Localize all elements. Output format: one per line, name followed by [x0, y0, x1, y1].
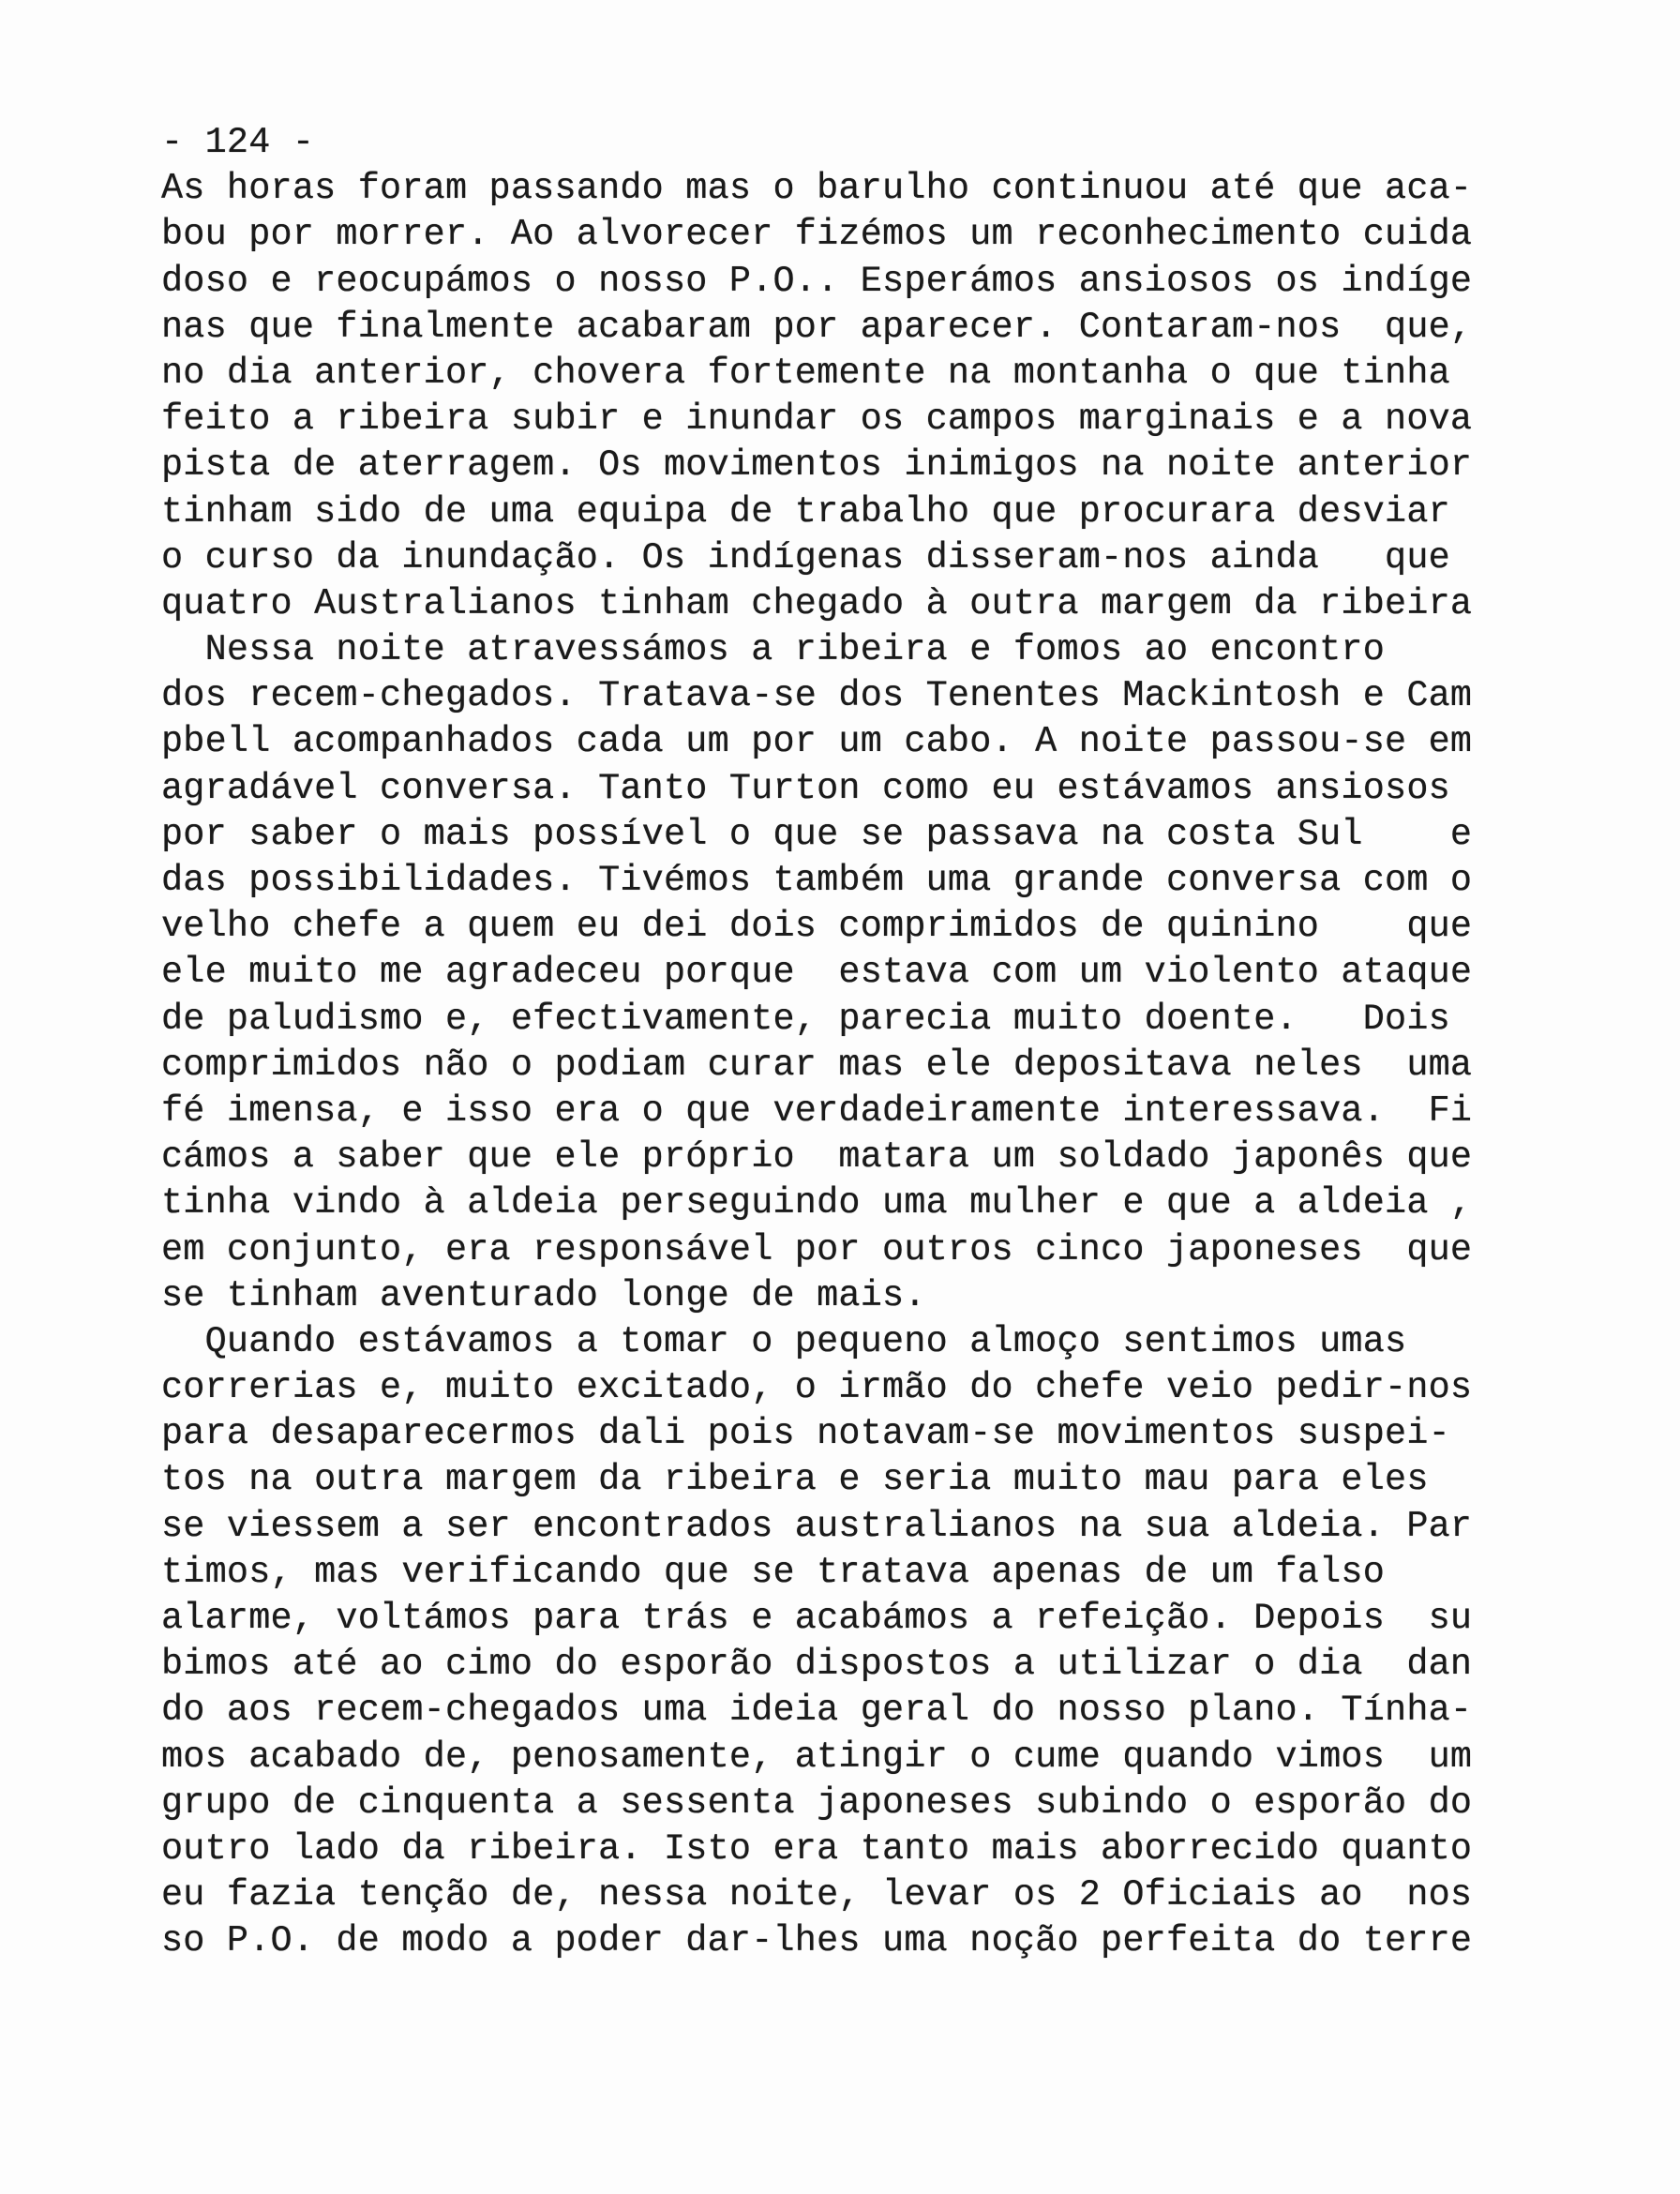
text-line: doso e reocupámos o nosso P.O.. Esperámos ansiosos os indíge [161, 260, 1473, 302]
text-line: fé imensa, e isso era o que verdadeiramente interessava. Fi [161, 1089, 1473, 1132]
text-line: Nessa noite atravessámos a ribeira e fomos ao encontro [161, 629, 1386, 671]
text-line: outro lado da ribeira. Isto era tanto mais aborrecido quanto [161, 1827, 1473, 1870]
text-line: bimos até ao cimo do esporão dispostos a utilizar o dia dan [161, 1644, 1473, 1686]
paragraph-1 [161, 166, 1577, 627]
text-line: bou por morrer. Ao alvorecer fizémos um reconhecimento cuida [161, 214, 1473, 256]
text-line: grupo de cinquenta a sessenta japoneses subindo o esporão do [161, 1781, 1473, 1824]
text-line: agradável conversa. Tanto Turton como eu estávamos ansiosos [161, 767, 1450, 809]
typescript-body [161, 120, 1577, 1965]
paragraph-3 [161, 1319, 1577, 1965]
text-line: quatro Australianos tinham chegado à outra margem da ribeira [161, 582, 1473, 624]
text-line: se viessem a ser encontrados australianos na sua aldeia. Par [161, 1505, 1473, 1547]
text-line: o curso da inundação. Os indígenas disseram-nos ainda que [161, 536, 1450, 579]
text-line: dos recem-chegados. Tratava-se dos Tenentes Mackintosh e Cam [161, 675, 1473, 717]
text-line: no dia anterior, chovera fortemente na montanha o que tinha [161, 352, 1450, 394]
text-line: timos, mas verificando que se tratava apenas de um falso [161, 1551, 1386, 1593]
text-line: eu fazia tenção de, nessa noite, levar os 2 Oficiais ao nos [161, 1874, 1473, 1916]
text-line: feito a ribeira subir e inundar os campos marginais e a nova [161, 398, 1473, 441]
text-line: tinha vindo à aldeia perseguindo uma mulher e que a aldeia , [161, 1182, 1473, 1225]
text-line: Quando estávamos a tomar o pequeno almoço sentimos umas [161, 1320, 1407, 1362]
text-line: ele muito me agradeceu porque estava com um violento ataque [161, 952, 1473, 994]
text-line: correrias e, muito excitado, o irmão do chefe veio pedir-nos [161, 1367, 1473, 1409]
text-line: de paludismo e, efectivamente, parecia muito doente. Dois [161, 998, 1450, 1040]
text-line: cámos a saber que ele próprio matara um soldado japonês que [161, 1136, 1473, 1179]
text-line: se tinham aventurado longe de mais. [161, 1274, 926, 1316]
text-line: velho chefe a quem eu dei dois comprimidos de quinino que [161, 906, 1473, 948]
paragraph-2 [161, 627, 1577, 1319]
text-line: das possibilidades. Tivémos também uma grande conversa com o [161, 860, 1473, 901]
text-line: nas que finalmente acabaram por aparecer. Contaram-nos que, [161, 306, 1473, 348]
text-line: so P.O. de modo a poder dar-lhes uma noção perfeita do terre [161, 1920, 1473, 1962]
text-line: pbell acompanhados cada um por um cabo. A noite passou-se em [161, 721, 1473, 763]
text-line: para desaparecermos dali pois notavam-se movimentos suspei- [161, 1413, 1450, 1455]
text-line: em conjunto, era responsável por outros cinco japoneses que [161, 1228, 1473, 1270]
text-line: mos acabado de, penosamente, atingir o cume quando vimos um [161, 1736, 1473, 1778]
text-line: As horas foram passando mas o barulho continuou até que aca- [161, 168, 1473, 210]
page-number: - 124 - [161, 122, 315, 163]
text-line: pista de aterragem. Os movimentos inimigos na noite anterior [161, 444, 1473, 487]
text-line: alarme, voltámos para trás e acabámos a refeição. Depois su [161, 1598, 1473, 1639]
text-line: tinham sido de uma equipa de trabalho que procurara desviar [161, 490, 1450, 533]
text-line: tos na outra margem da ribeira e seria muito mau para eles [161, 1459, 1429, 1501]
text-line: comprimidos não o podiam curar mas ele depositava neles uma [161, 1044, 1473, 1086]
text-line: por saber o mais possível o que se passava na costa Sul e [161, 813, 1473, 855]
text-line: do aos recem-chegados uma ideia geral do nosso plano. Tínha- [161, 1690, 1473, 1732]
